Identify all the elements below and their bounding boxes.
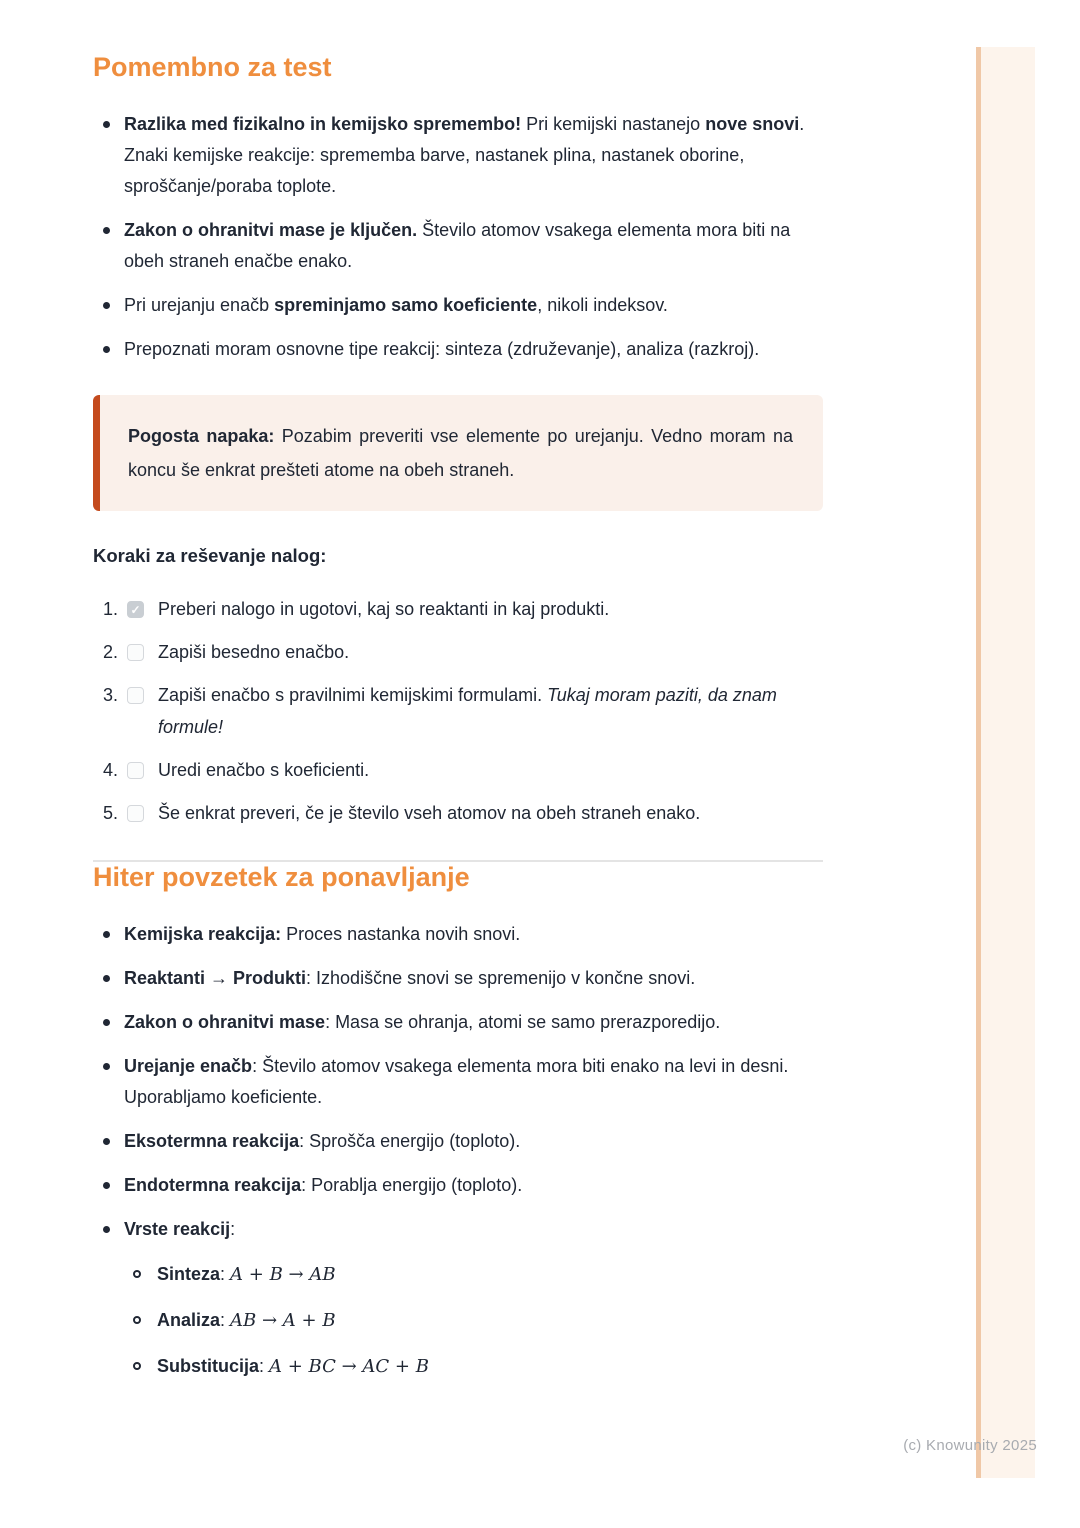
step-checkbox[interactable] — [127, 601, 144, 618]
reaction-type-sep: : — [259, 1356, 270, 1376]
bullet-text-bold: nove snovi — [705, 114, 800, 134]
bullet-dot-icon — [103, 227, 110, 234]
steps-heading: Koraki za reševanje nalog: — [93, 545, 327, 566]
bullet-text: Prepoznati moram osnovne tipe reakcij: sinteza (združevanje), analiza (razkroj). — [124, 339, 760, 359]
step-text: Zapiši enačbo s pravilnimi kemijskimi formulami. — [158, 685, 548, 705]
list-item — [93, 109, 823, 202]
term-definition: : Porablja energijo (toploto). — [301, 1175, 523, 1195]
list-item — [93, 290, 823, 321]
step-row — [93, 593, 823, 625]
callout-label: Pogosta napaka: — [128, 426, 275, 446]
bullet-dot-icon — [103, 121, 110, 128]
term-bold: Urejanje enačb — [124, 1056, 253, 1076]
step-text: Še enkrat preveri, če je število vseh atomov na obeh straneh enako. — [158, 803, 701, 823]
list-item — [93, 1170, 823, 1201]
page-edge-strip — [976, 47, 1035, 1478]
list-item — [93, 1051, 823, 1113]
step-text: Preberi nalogo in ugotovi, kaj so reaktanti in kaj produkti. — [158, 599, 610, 619]
step-note-italic: Tukaj moram paziti, da znam formule! — [158, 685, 777, 737]
bullet-dot-icon — [103, 1063, 110, 1070]
step-checkbox[interactable] — [127, 805, 144, 822]
bullet-dot-icon — [103, 346, 110, 353]
summary-bullet-list — [93, 919, 823, 1382]
bullet-text-bold: Razlika med fizikalno in kemijsko spremembo! — [124, 114, 522, 134]
step-row — [93, 754, 823, 786]
important-bullet-list — [93, 109, 823, 365]
circle-bullet-icon — [133, 1316, 141, 1324]
reaction-type-bold: Analiza — [157, 1310, 221, 1330]
callout-text: Pozabim preveriti vse elemente po urejanju. Vedno moram na koncu še enkrat prešteti atome na obeh straneh. — [128, 426, 793, 480]
list-item — [93, 215, 823, 277]
reaction-type-bold: Substitucija — [157, 1356, 260, 1376]
term-bold: Kemijska reakcija: — [124, 924, 282, 944]
steps-checklist — [93, 593, 823, 829]
bullet-dot-icon — [103, 1182, 110, 1189]
step-number: 3. — [103, 685, 119, 705]
reaction-types-list — [124, 1259, 823, 1382]
step-number: 2. — [103, 642, 119, 662]
bullet-dot-icon — [103, 931, 110, 938]
content-column — [93, 0, 823, 1382]
reaction-formula: A + B → AB — [230, 1264, 336, 1285]
list-item — [124, 1305, 823, 1336]
term-bold: Vrste reakcij — [124, 1219, 231, 1239]
check-icon: ✓ — [130, 602, 141, 617]
bullet-dot-icon — [103, 1019, 110, 1026]
bullet-text: . Znaki kemijske reakcije: sprememba barve, nastanek plina, nastanek oborine, sproščanje/poraba toplote. — [124, 114, 805, 196]
list-item — [93, 1214, 823, 1382]
section-title-summary: Hiter povzetek za ponavljanje — [93, 862, 470, 892]
term-bold: Eksotermna reakcija — [124, 1131, 300, 1151]
list-item — [93, 919, 823, 950]
step-text: Uredi enačbo s koeficienti. — [158, 760, 370, 780]
section-title-important: Pomembno za test — [93, 52, 332, 82]
step-number: 4. — [103, 760, 119, 780]
step-checkbox[interactable] — [127, 687, 144, 704]
circle-bullet-icon — [133, 1362, 141, 1370]
list-item — [93, 334, 823, 365]
reaction-formula: A + BC → AC + B — [269, 1356, 429, 1377]
step-number: 1. — [103, 599, 119, 619]
step-row — [93, 679, 823, 743]
bullet-text: , nikoli indeksov. — [537, 295, 668, 315]
bullet-text-bold: Zakon o ohranitvi mase je ključen. — [124, 220, 418, 240]
circle-bullet-icon — [133, 1270, 141, 1278]
reaction-type-sep: : — [220, 1310, 231, 1330]
term-definition: : Sprošča energijo (toploto). — [299, 1131, 521, 1151]
term-bold: Endotermna reakcija — [124, 1175, 302, 1195]
bullet-dot-icon — [103, 1138, 110, 1145]
reaction-type-sep: : — [220, 1264, 231, 1284]
reaction-formula: AB → A + B — [230, 1310, 336, 1331]
bullet-dot-icon — [103, 1226, 110, 1233]
step-checkbox[interactable] — [127, 762, 144, 779]
list-item — [124, 1351, 823, 1382]
bullet-text: Pri kemijski nastanejo — [521, 114, 706, 134]
term-bold: Zakon o ohranitvi mase — [124, 1012, 326, 1032]
common-mistake-callout — [93, 395, 823, 511]
list-item — [124, 1259, 823, 1290]
footer-credit: (c) Knowunity 2025 — [903, 1437, 1037, 1454]
bullet-dot-icon — [103, 975, 110, 982]
step-number: 5. — [103, 803, 119, 823]
step-row — [93, 797, 823, 829]
bullet-text: Pri urejanju enačb — [124, 295, 275, 315]
term-definition: : — [230, 1219, 236, 1239]
step-text: Zapiši besedno enačbo. — [158, 642, 350, 662]
term-definition: : Masa se ohranja, atomi se samo prerazporedijo. — [325, 1012, 721, 1032]
bullet-text: Število atomov vsakega elementa mora biti na obeh straneh enačbe enako. — [124, 220, 791, 271]
term-bold: Reaktanti → Produkti — [124, 968, 307, 988]
term-definition: : Število atomov vsakega elementa mora biti enako na levi in desni. Uporabljamo koeficiente. — [124, 1056, 789, 1107]
bullet-dot-icon — [103, 302, 110, 309]
list-item — [93, 1007, 823, 1038]
term-definition: Proces nastanka novih snovi. — [281, 924, 521, 944]
term-definition: : Izhodiščne snovi se spremenijo v končne snovi. — [306, 968, 696, 988]
list-item — [93, 963, 823, 994]
step-row — [93, 636, 823, 668]
step-checkbox[interactable] — [127, 644, 144, 661]
reaction-type-bold: Sinteza — [157, 1264, 221, 1284]
list-item — [93, 1126, 823, 1157]
bullet-text-bold: spreminjamo samo koeficiente — [274, 295, 538, 315]
